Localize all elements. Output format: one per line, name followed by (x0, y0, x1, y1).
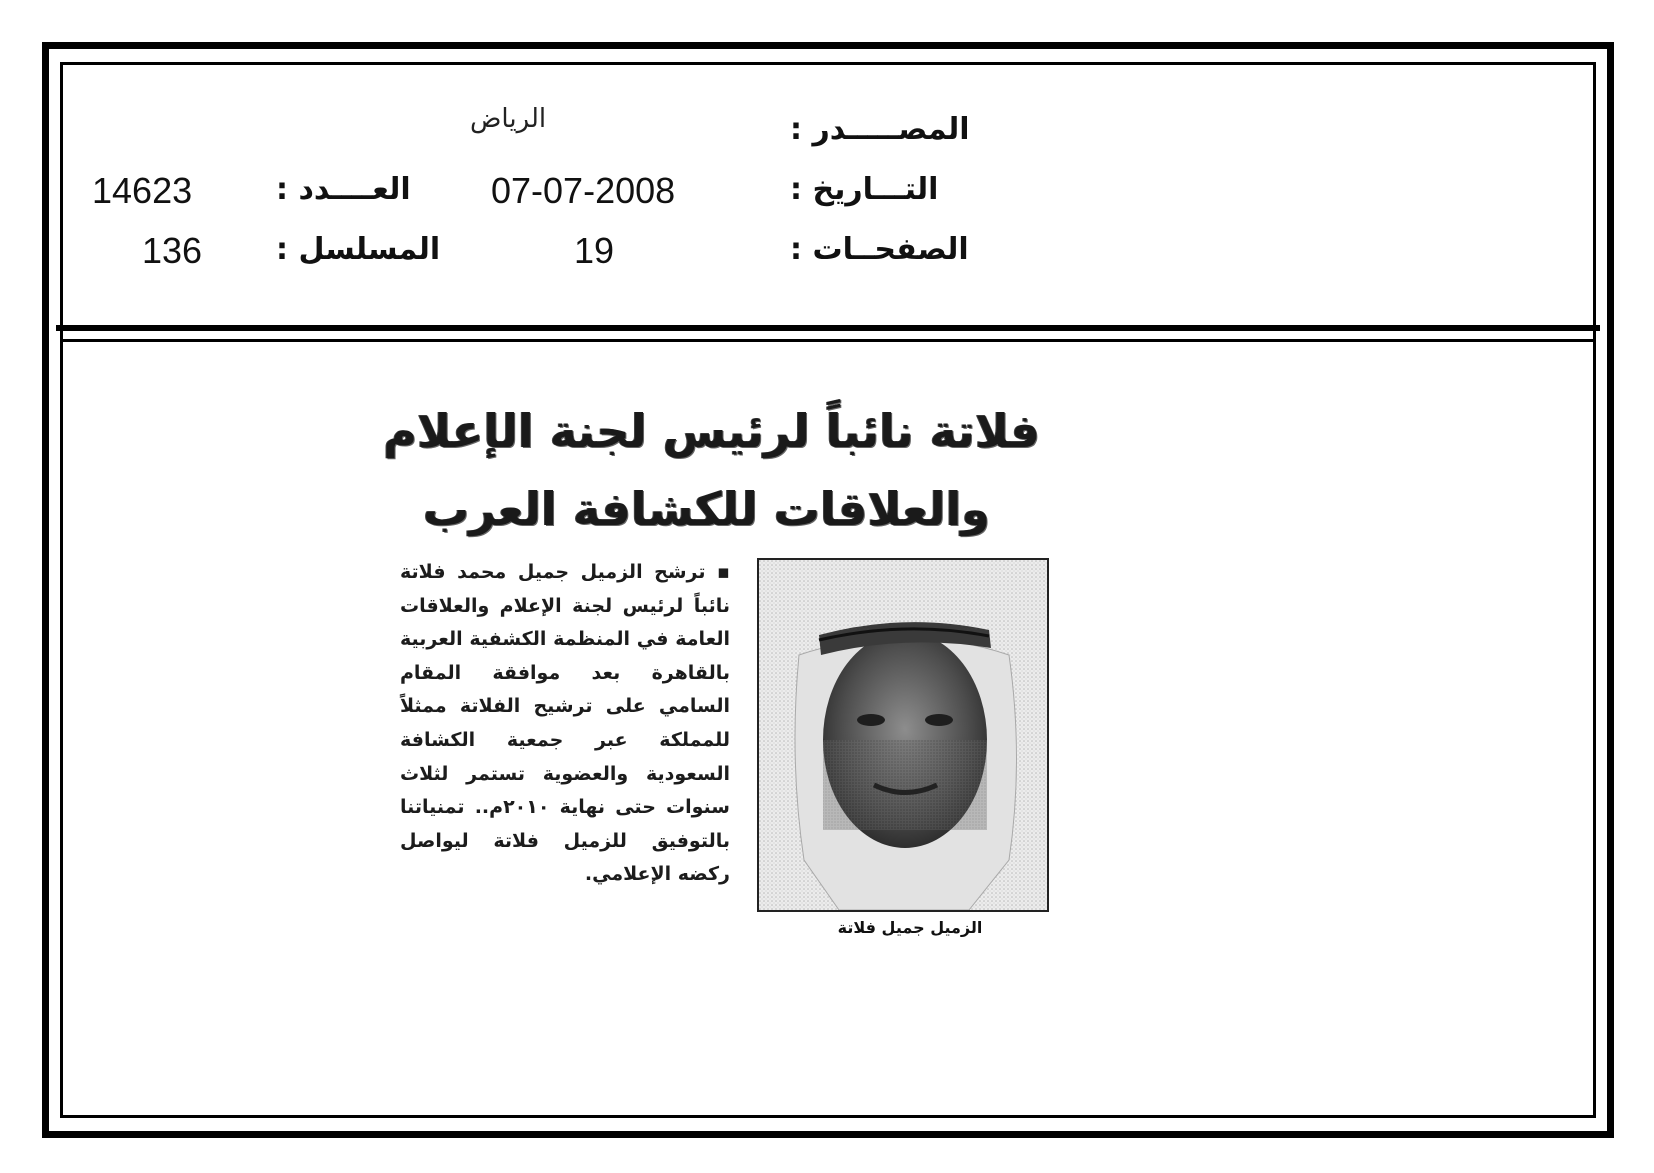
photo-caption: الزميل جميل فلاتة (837, 918, 983, 937)
header-divider-thin (60, 339, 1596, 342)
source-label: المصـــــدر : (790, 112, 970, 147)
article-body: ▪ ترشح الزميل جميل محمد فلاتة نائباً لرئيس لجنة الإعلام والعلاقات العامة في المنظمة الكشفية العربية بالقاهرة بعد موافقة المقام السامي على ترشيح الفلاتة ممثلاً للمملكة عبر جمعية الكشافة السعودية والعضوية تستمر لثلاث سنوات حتى نهاية ٢٠١٠م.. تمنياتنا بالتوفيق للزميل فلاتة ليواصل ركضه الإعلامي. (400, 561, 730, 886)
issue-label: العــــدد : (276, 172, 411, 207)
issue-value: 14623 (92, 170, 193, 211)
pages-value: 19 (574, 230, 615, 271)
source-value: الرياض (470, 104, 547, 134)
portrait-photo (757, 558, 1049, 912)
serial-label: المسلسل : (276, 232, 441, 267)
header-divider (56, 325, 1600, 331)
portrait-illustration (759, 560, 1047, 910)
serial-value: 136 (142, 230, 203, 271)
article-title-line1: فلاتة نائباً لرئيس لجنة الإعلام (383, 404, 1040, 458)
date-label: التـــاريخ : (790, 172, 939, 207)
pages-label: الصفحــات : (790, 232, 969, 267)
article-title-line2: والعلاقات للكشافة العرب (423, 482, 990, 536)
date-value: 07-07-2008 (491, 170, 676, 211)
